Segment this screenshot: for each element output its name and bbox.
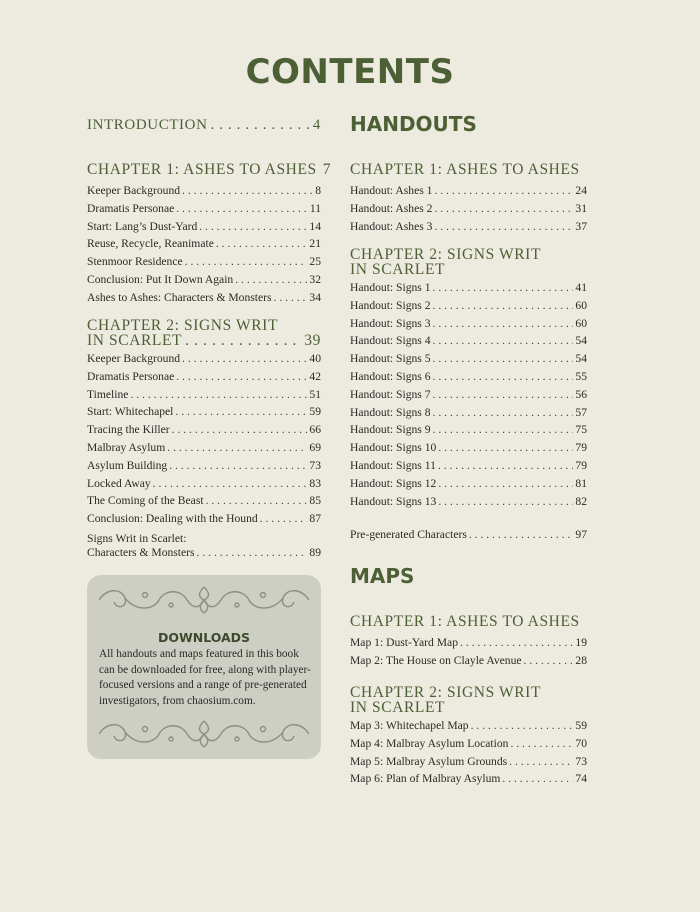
- toc-entry[interactable]: [350, 299, 587, 317]
- toc-entry[interactable]: [87, 184, 321, 202]
- entry-page: 59: [309, 405, 321, 419]
- dot-leader: [185, 255, 308, 268]
- handouts-chapter-2: [350, 247, 587, 512]
- chapter-entries: [350, 719, 587, 790]
- entry-label: Handout: Signs 13: [350, 494, 437, 508]
- entry-label: Conclusion: Dealing with the Hound: [87, 512, 258, 526]
- chapter-entries: [350, 636, 587, 672]
- entry-label: Handout: Ashes 2: [350, 201, 433, 215]
- entry-label: The Coming of the Beast: [87, 494, 204, 508]
- left-chapter-1: [87, 161, 332, 309]
- toc-entry[interactable]: [350, 388, 587, 406]
- entry-page: 73: [309, 458, 321, 472]
- toc-entry[interactable]: [350, 352, 587, 370]
- dot-leader: [235, 273, 307, 286]
- entry-page: 60: [575, 316, 587, 330]
- chapter-heading-line: CHAPTER 2: SIGNS WRIT: [350, 246, 542, 263]
- dot-leader: [510, 737, 573, 750]
- entry-page: 73: [575, 754, 587, 768]
- toc-entry[interactable]: [350, 459, 587, 477]
- dot-leader: [175, 405, 307, 418]
- toc-entry[interactable]: [350, 755, 587, 773]
- entry-label: Locked Away: [87, 476, 151, 490]
- entry-label: Tracing the Killer: [87, 423, 170, 437]
- toc-entry[interactable]: Characters & Monsters . . . 89: [87, 546, 321, 564]
- flourish-ornament-top: [95, 583, 313, 617]
- toc-entry[interactable]: [350, 737, 587, 755]
- entry-page: 24: [575, 184, 587, 197]
- toc-entry[interactable]: [350, 477, 587, 495]
- entry-label: Handout: Signs 3: [350, 316, 431, 330]
- entry-page: 83: [309, 476, 321, 490]
- entry-page: 79: [575, 458, 587, 472]
- entry-page: 32: [309, 272, 321, 286]
- entry-page: 82: [575, 494, 587, 508]
- toc-entry[interactable]: [87, 405, 321, 423]
- toc-entry[interactable]: [350, 636, 587, 654]
- entry-label: Handout: Signs 12: [350, 476, 437, 490]
- entry-label: Conclusion: Put It Down Again: [87, 272, 234, 286]
- entry-label: Map 4: Malbray Asylum Location: [350, 736, 509, 750]
- entry-label: Malbray Asylum: [87, 440, 166, 454]
- entry-page: 8: [315, 184, 321, 197]
- dot-leader: [182, 352, 307, 365]
- entry-page: 40: [309, 352, 321, 365]
- entry-label: Handout: Signs 8: [350, 405, 431, 419]
- downloads-text: All handouts and maps featured in this book can be downloaded for free, along with player-focused versions and a range of pre-generated investigators, from chaosium.com.: [99, 648, 311, 707]
- dot-leader: [502, 772, 573, 785]
- entry-page: 21: [309, 237, 321, 251]
- entry-page: 81: [575, 476, 587, 490]
- entry-label: Start: Lang’s Dust-Yard: [87, 219, 198, 233]
- toc-entry[interactable]: [87, 441, 321, 459]
- dot-leader: [182, 184, 313, 197]
- flourish-ornament-bottom: [95, 717, 313, 751]
- chapter-entries: [350, 184, 587, 237]
- toc-entry[interactable]: [350, 423, 587, 441]
- entry-page: 85: [309, 494, 321, 508]
- entry-page: 66: [309, 423, 321, 437]
- dot-leader: [433, 370, 574, 383]
- toc-entry[interactable]: [350, 370, 587, 388]
- entry-page: 57: [575, 405, 587, 419]
- entry-page: 11: [309, 201, 321, 215]
- toc-entry[interactable]: [87, 237, 321, 255]
- entry-page: 34: [309, 290, 321, 304]
- maps-chapter-2: [350, 685, 587, 790]
- dot-leader: [199, 220, 307, 233]
- dot-leader: [433, 406, 574, 419]
- chapter-heading: CHAPTER 1: ASHES TO ASHES: [350, 161, 580, 178]
- dot-leader: [438, 477, 573, 490]
- intro-label: INTRODUCTION: [87, 117, 208, 133]
- dot-leader: [438, 495, 573, 508]
- chapter-heading[interactable]: CHAPTER 1: ASHES TO ASHES 7: [87, 161, 332, 178]
- toc-entry[interactable]: [87, 370, 321, 388]
- toc-entry[interactable]: [350, 202, 587, 220]
- intro-page: 4: [312, 117, 321, 133]
- entry-page: 69: [309, 440, 321, 454]
- entry-label: Handout: Signs 10: [350, 441, 437, 455]
- toc-entry[interactable]: [350, 281, 587, 299]
- entry-page: 42: [309, 369, 321, 383]
- toc-entry[interactable]: [350, 406, 587, 424]
- entry-page: 31: [575, 201, 587, 215]
- entry-page: 51: [309, 387, 321, 401]
- toc-entry[interactable]: [350, 441, 587, 459]
- chapter-heading-line: CHAPTER 2: SIGNS WRIT: [87, 317, 279, 334]
- toc-entry[interactable]: [87, 291, 321, 309]
- entry-label: Handout: Signs 9: [350, 423, 431, 437]
- toc-entry[interactable]: [350, 772, 587, 790]
- dot-leader: [433, 317, 574, 330]
- entry-page: 28: [575, 653, 587, 667]
- toc-entry[interactable]: [87, 220, 321, 238]
- maps-heading: MAPS: [350, 564, 415, 588]
- dot-leader: [433, 423, 574, 436]
- entry-label: Handout: Ashes 3: [350, 219, 433, 233]
- toc-entry[interactable]: [87, 202, 321, 220]
- entry-label: Ashes to Ashes: Characters & Monsters: [87, 290, 272, 304]
- entry-label: Map 3: Whitechapel Map: [350, 719, 469, 732]
- dot-leader: [153, 477, 308, 490]
- entry-label: Handout: Signs 1: [350, 281, 431, 294]
- dot-leader: [130, 388, 307, 401]
- chapter-heading: CHAPTER 1: ASHES TO ASHES: [350, 613, 580, 630]
- toc-entry[interactable]: [87, 494, 321, 512]
- dot-leader: [438, 459, 574, 472]
- dot-leader: [169, 459, 307, 472]
- entry-label: Map 1: Dust-Yard Map: [350, 636, 458, 649]
- entry-page: 19: [575, 636, 587, 649]
- dot-leader: [433, 299, 574, 312]
- dot-leader: [433, 352, 574, 365]
- toc-entry[interactable]: [87, 459, 321, 477]
- dot-leader: [434, 184, 573, 197]
- intro-entry[interactable]: [87, 118, 321, 133]
- entry-label: Map 2: The House on Clayle Avenue: [350, 653, 522, 667]
- dot-leader: [524, 654, 574, 667]
- entry-label: Handout: Ashes 1: [350, 184, 433, 197]
- entry-label: Map 6: Plan of Malbray Asylum: [350, 772, 501, 786]
- entry-page: 25: [309, 255, 321, 269]
- entry-label: Map 5: Malbray Asylum Grounds: [350, 754, 508, 768]
- chapter-entries: [87, 184, 321, 309]
- entry-label: Handout: Signs 5: [350, 352, 431, 366]
- entry-label: Handout: Signs 6: [350, 369, 431, 383]
- dot-leader: [167, 441, 307, 454]
- entry-label: Stenmoor Residence: [87, 255, 183, 269]
- entry-label: Dramatis Personae: [87, 369, 175, 383]
- entry-label: Keeper Background: [87, 352, 181, 365]
- entry-label: Reuse, Recycle, Reanimate: [87, 237, 214, 251]
- entry-page: 74: [575, 772, 587, 786]
- entry-label: Asylum Building: [87, 458, 168, 472]
- entry-page: 55: [575, 369, 587, 383]
- toc-entry[interactable]: [87, 255, 321, 273]
- toc-entry[interactable]: Signs Writ in Scarlet:: [87, 531, 187, 545]
- handouts-chapter-1: [350, 162, 587, 237]
- entry-page: 79: [575, 441, 587, 455]
- chapter-heading[interactable]: IN SCARLET . . . 39: [87, 333, 321, 348]
- entry-label: Handout: Signs 11: [350, 458, 436, 472]
- entry-page: 54: [575, 352, 587, 366]
- toc-entry[interactable]: [350, 654, 587, 672]
- dot-leader: [176, 202, 308, 215]
- toc-entry[interactable]: [87, 273, 321, 291]
- entry-label: Start: Whitechapel: [87, 405, 174, 419]
- toc-entry[interactable]: [350, 719, 587, 737]
- dot-leader: [260, 512, 308, 525]
- dot-leader: [433, 334, 574, 347]
- downloads-box: [87, 575, 321, 759]
- page-title: CONTENTS: [245, 52, 455, 92]
- dot-leader: [216, 237, 308, 250]
- entry-page: 37: [575, 219, 587, 233]
- chapter-entries: [87, 352, 321, 530]
- chapter-heading-line: CHAPTER 2: SIGNS WRIT: [350, 684, 542, 701]
- dot-leader: [433, 388, 574, 401]
- entry-label: Handout: Signs 7: [350, 387, 431, 401]
- dot-leader: [460, 636, 573, 649]
- toc-entry[interactable]: [87, 477, 321, 495]
- toc-entry[interactable]: [87, 423, 321, 441]
- toc-entry[interactable]: [87, 512, 321, 530]
- entry-label: Handout: Signs 4: [350, 334, 431, 348]
- entry-page: 75: [575, 423, 587, 437]
- pregen-entry: [350, 528, 587, 546]
- dot-leader: [471, 719, 574, 732]
- entry-page: 41: [575, 281, 587, 294]
- dot-leader: [176, 370, 307, 383]
- dot-leader: [206, 494, 308, 507]
- entry-page: 54: [575, 334, 587, 348]
- entry-label: Keeper Background: [87, 184, 181, 197]
- entry-page: 14: [309, 219, 321, 233]
- left-chapter-2: [87, 318, 321, 564]
- dot-leader: [433, 281, 574, 294]
- dot-leader: [434, 220, 573, 233]
- entry-page: 59: [575, 719, 587, 732]
- entry-label: Handout: Signs 2: [350, 298, 431, 312]
- entry-page: 60: [575, 298, 587, 312]
- dot-leader: [274, 291, 308, 304]
- toc-entry[interactable]: [87, 352, 321, 370]
- dot-leader: [172, 423, 308, 436]
- toc-entry[interactable]: [350, 334, 587, 352]
- entry-label: Dramatis Personae: [87, 201, 175, 215]
- handouts-heading: HANDOUTS: [350, 112, 477, 136]
- toc-entry[interactable]: [350, 495, 587, 513]
- dot-leader: [509, 755, 573, 768]
- entry-page: 70: [575, 736, 587, 750]
- chapter-entries: [350, 281, 587, 512]
- chapter-heading-line: IN SCARLET: [350, 699, 446, 716]
- entry-page: 87: [309, 512, 321, 526]
- toc-entry[interactable]: Pre-generated Characters . . . 97: [350, 528, 587, 546]
- maps-chapter-1: [350, 614, 587, 672]
- toc-entry[interactable]: [87, 388, 321, 406]
- chapter-heading-line: IN SCARLET: [350, 261, 446, 278]
- downloads-title: DOWNLOADS: [157, 630, 251, 645]
- toc-entry[interactable]: [350, 317, 587, 335]
- toc-entry[interactable]: [350, 184, 587, 202]
- toc-entry[interactable]: [350, 220, 587, 238]
- entry-page: 56: [575, 387, 587, 401]
- dot-leader: [438, 441, 573, 454]
- dot-leader: [434, 202, 573, 215]
- entry-label: Timeline: [87, 387, 129, 401]
